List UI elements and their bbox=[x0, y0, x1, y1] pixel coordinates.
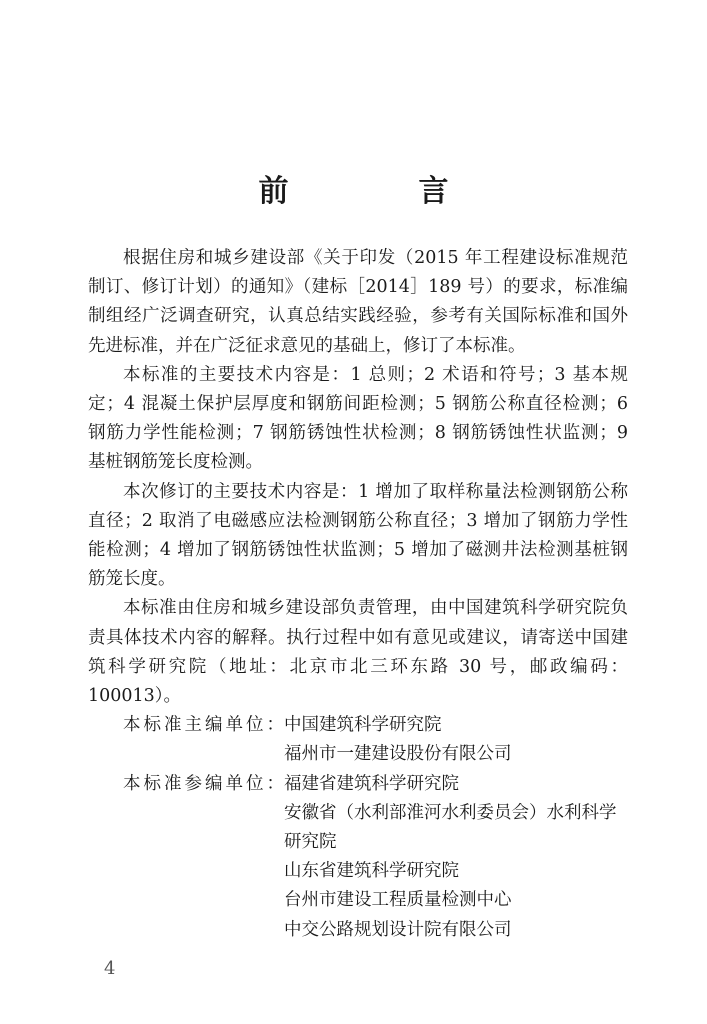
paragraph-background: 根据住房和城乡建设部《关于印发（2015 年工程建设标准规范制订、修订计划）的通知》（建标［2014］189 号）的要求，标准编制组经广泛调查研究，认真总结实践经验，参考有关国际标准和国外先进标准，并在广泛征求意见的基础上，修订了本标准。 bbox=[88, 248, 628, 356]
chief-unit-item: 中国建筑科学研究院 bbox=[284, 715, 442, 736]
chief-unit-item: 福州市一建建设股份有限公司 bbox=[284, 744, 512, 765]
participating-unit-item: 福建省建筑科学研究院 bbox=[284, 773, 459, 794]
chief-units-block bbox=[88, 711, 628, 769]
participating-unit-item: 中交公路规划设计院有限公司 bbox=[284, 919, 512, 940]
page-title: 前 言 bbox=[258, 174, 499, 209]
paragraph-management: 本标准由住房和城乡建设部负责管理，由中国建筑科学研究院负责具体技术内容的解释。执行过程中如有意见或建议，请寄送中国建筑科学研究院（地址：北京市北三环东路 30 号，邮政编码：100013）。 bbox=[88, 598, 628, 707]
units-section bbox=[88, 711, 628, 945]
participating-unit-item: 安徽省（水利部淮河水利委员会）水利科学研究院 bbox=[284, 802, 617, 853]
participating-unit-item: 山东省建筑科学研究院 bbox=[284, 861, 459, 882]
paragraph-main-content: 本标准的主要技术内容是：1 总则；2 术语和符号；3 基本规定；4 混凝土保护层厚度和钢筋间距检测；5 钢筋公称直径检测；6 钢筋力学性能检测；7 钢筋锈蚀性状检测；8 钢筋锈蚀性状监测；9 基桩钢筋笼长度检测。 bbox=[88, 364, 628, 473]
page-number: 4 bbox=[104, 958, 116, 979]
document-body bbox=[88, 244, 628, 945]
paragraph-revision-content: 本次修订的主要技术内容是：1 增加了取样称量法检测钢筋公称直径；2 取消了电磁感应法检测钢筋公称直径；3 增加了钢筋力学性能检测；4 增加了钢筋锈蚀性状监测；5 增加了磁测井法检测基桩钢筋笼长度。 bbox=[88, 481, 628, 590]
chief-units-label: 本标准主编单位： bbox=[123, 715, 287, 736]
chief-units-list bbox=[284, 711, 628, 769]
participating-unit-item: 台州市建设工程质量检测中心 bbox=[284, 890, 512, 911]
participating-units-list bbox=[284, 770, 628, 945]
participating-units-block bbox=[88, 770, 628, 945]
participating-units-label: 本标准参编单位： bbox=[123, 773, 287, 794]
